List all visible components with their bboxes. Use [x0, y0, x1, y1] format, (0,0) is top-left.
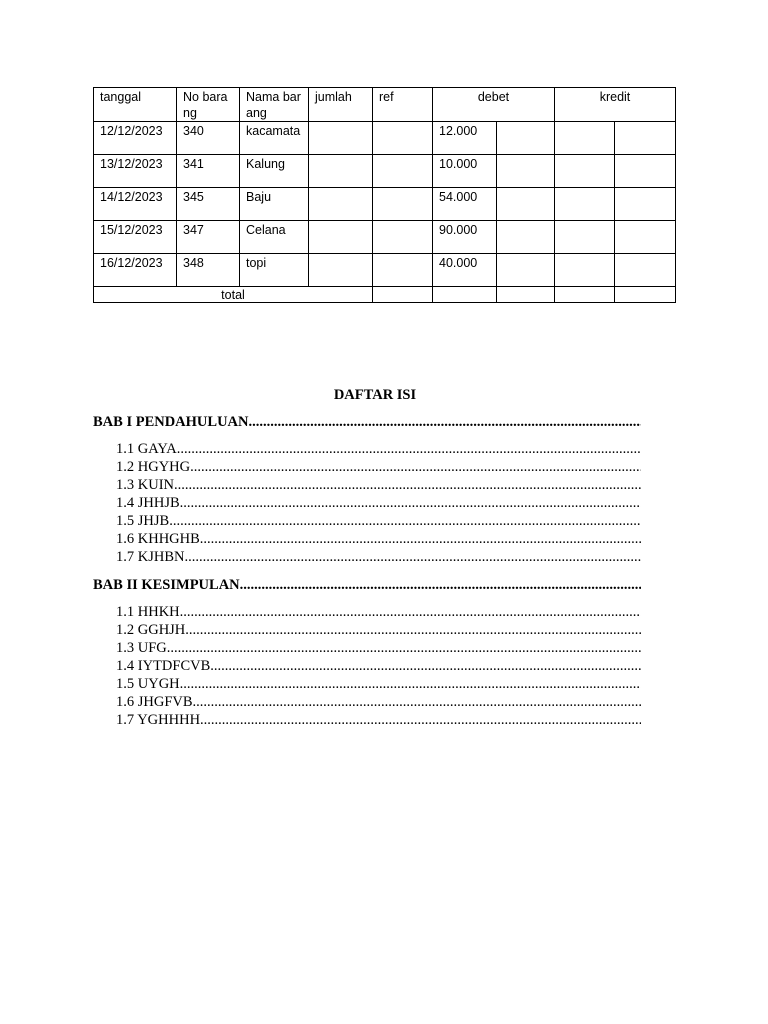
row-nama-barang: kacamata: [240, 122, 309, 155]
toc-entry-title: 1.4 JHHJB: [116, 495, 180, 511]
row-debet-extra: [497, 221, 555, 254]
row-kredit-extra: [615, 122, 676, 155]
toc-chapter: [93, 576, 641, 729]
toc-chapters: [93, 413, 641, 729]
toc-dot-leader: [240, 576, 641, 594]
toc-dot-leader: [193, 693, 641, 711]
toc-entry: [93, 458, 641, 476]
toc-chapter-title: BAB II KESIMPULAN: [93, 577, 240, 593]
row-ref: [373, 221, 433, 254]
row-tanggal: 14/12/2023: [94, 188, 177, 221]
toc-entry-title: 1.3 KUIN: [116, 477, 174, 493]
total-debet-cell-1: [433, 287, 497, 303]
row-tanggal: 13/12/2023: [94, 155, 177, 188]
ledger-total-row: [94, 287, 676, 303]
row-debet: 90.000: [433, 221, 497, 254]
total-kredit-cell-1: [555, 287, 615, 303]
toc-entry-title: 1.5 UYGH: [116, 676, 180, 692]
row-debet: 54.000: [433, 188, 497, 221]
toc-entry: [93, 494, 641, 512]
toc-entry-title: 1.6 KHHGHB: [116, 531, 200, 547]
row-jumlah: [309, 155, 373, 188]
toc-chapter-heading: [93, 576, 641, 594]
toc-entry: [93, 711, 641, 729]
toc-entry: [93, 621, 641, 639]
total-kredit-cell-2: [615, 287, 676, 303]
ledger-row: [94, 122, 676, 155]
ledger-row: [94, 155, 676, 188]
row-kredit: [555, 254, 615, 287]
toc-entry: [93, 476, 641, 494]
row-no-barang: 348: [177, 254, 240, 287]
row-kredit: [555, 221, 615, 254]
row-nama-barang: Kalung: [240, 155, 309, 188]
row-debet-extra: [497, 254, 555, 287]
row-debet-extra: [497, 188, 555, 221]
row-kredit: [555, 188, 615, 221]
toc-entry: [93, 657, 641, 675]
toc-entry: [93, 603, 641, 621]
toc-dot-leader: [210, 657, 641, 675]
toc-dot-leader: [180, 494, 641, 512]
toc-dot-leader: [177, 440, 641, 458]
toc-chapter-heading: [93, 413, 641, 431]
total-debet-cell-2: [497, 287, 555, 303]
row-ref: [373, 188, 433, 221]
row-kredit-extra: [615, 188, 676, 221]
toc-entry: [93, 693, 641, 711]
toc-dot-leader: [169, 512, 641, 530]
toc-dot-leader: [174, 476, 641, 494]
toc-dot-leader: [184, 548, 641, 566]
row-no-barang: 341: [177, 155, 240, 188]
toc-chapter-title: BAB I PENDAHULUAN: [93, 414, 249, 430]
row-debet: 12.000: [433, 122, 497, 155]
toc-dot-leader: [185, 621, 641, 639]
toc-dot-leader: [180, 675, 641, 693]
toc-entry-title: 1.2 GGHJH: [116, 622, 186, 638]
header-kredit: kredit: [555, 88, 676, 122]
row-tanggal: 12/12/2023: [94, 122, 177, 155]
toc-dot-leader: [180, 603, 641, 621]
toc-entry-title: 1.5 JHJB: [116, 513, 170, 529]
toc-entry: [93, 530, 641, 548]
row-jumlah: [309, 254, 373, 287]
row-tanggal: 16/12/2023: [94, 254, 177, 287]
row-debet-extra: [497, 155, 555, 188]
row-no-barang: 347: [177, 221, 240, 254]
header-tanggal: tanggal: [94, 88, 177, 122]
row-debet-extra: [497, 122, 555, 155]
ledger-table: [93, 87, 676, 303]
row-ref: [373, 155, 433, 188]
toc-entry-title: 1.2 HGYHG: [116, 459, 191, 475]
toc-entry-title: 1.1 HHKH: [116, 604, 180, 620]
row-nama-barang: Baju: [240, 188, 309, 221]
total-label: total: [94, 287, 373, 303]
ledger-body: [94, 122, 676, 287]
row-jumlah: [309, 221, 373, 254]
toc-entry: [93, 639, 641, 657]
row-tanggal: 15/12/2023: [94, 221, 177, 254]
header-debet: debet: [433, 88, 555, 122]
row-debet: 40.000: [433, 254, 497, 287]
toc-dot-leader: [190, 458, 641, 476]
toc-dot-leader: [200, 711, 641, 729]
toc-dot-leader: [249, 413, 642, 431]
row-ref: [373, 122, 433, 155]
row-nama-barang: topi: [240, 254, 309, 287]
toc-entry-title: 1.6 JHGFVB: [116, 694, 193, 710]
toc-entry: [93, 440, 641, 458]
header-nama-barang: Nama barang: [240, 88, 309, 122]
row-no-barang: 345: [177, 188, 240, 221]
toc-entry: [93, 548, 641, 566]
header-jumlah: jumlah: [309, 88, 373, 122]
row-kredit: [555, 122, 615, 155]
ledger-row: [94, 188, 676, 221]
toc-title: DAFTAR ISI: [333, 387, 417, 403]
table-of-contents: [93, 385, 641, 739]
toc-entry-title: 1.3 UFG: [116, 640, 167, 656]
row-kredit-extra: [615, 155, 676, 188]
toc-entry-title: 1.1 GAYA: [116, 441, 177, 457]
row-jumlah: [309, 188, 373, 221]
toc-entry-title: 1.7 KJHBN: [116, 549, 185, 565]
toc-dot-leader: [200, 530, 641, 548]
ledger-row: [94, 221, 676, 254]
row-kredit-extra: [615, 254, 676, 287]
ledger-header-row: [94, 88, 676, 122]
row-kredit-extra: [615, 221, 676, 254]
toc-entry-title: 1.7 YGHHHH: [116, 712, 201, 728]
toc-chapter: [93, 413, 641, 566]
header-no-barang: No barang: [177, 88, 240, 122]
row-debet: 10.000: [433, 155, 497, 188]
toc-dot-leader: [167, 639, 641, 657]
header-ref: ref: [373, 88, 433, 122]
total-ref-cell: [373, 287, 433, 303]
row-no-barang: 340: [177, 122, 240, 155]
ledger-row: [94, 254, 676, 287]
row-kredit: [555, 155, 615, 188]
toc-entry-title: 1.4 IYTDFCVB: [116, 658, 211, 674]
toc-entry: [93, 675, 641, 693]
row-ref: [373, 254, 433, 287]
toc-entry: [93, 512, 641, 530]
row-jumlah: [309, 122, 373, 155]
row-nama-barang: Celana: [240, 221, 309, 254]
